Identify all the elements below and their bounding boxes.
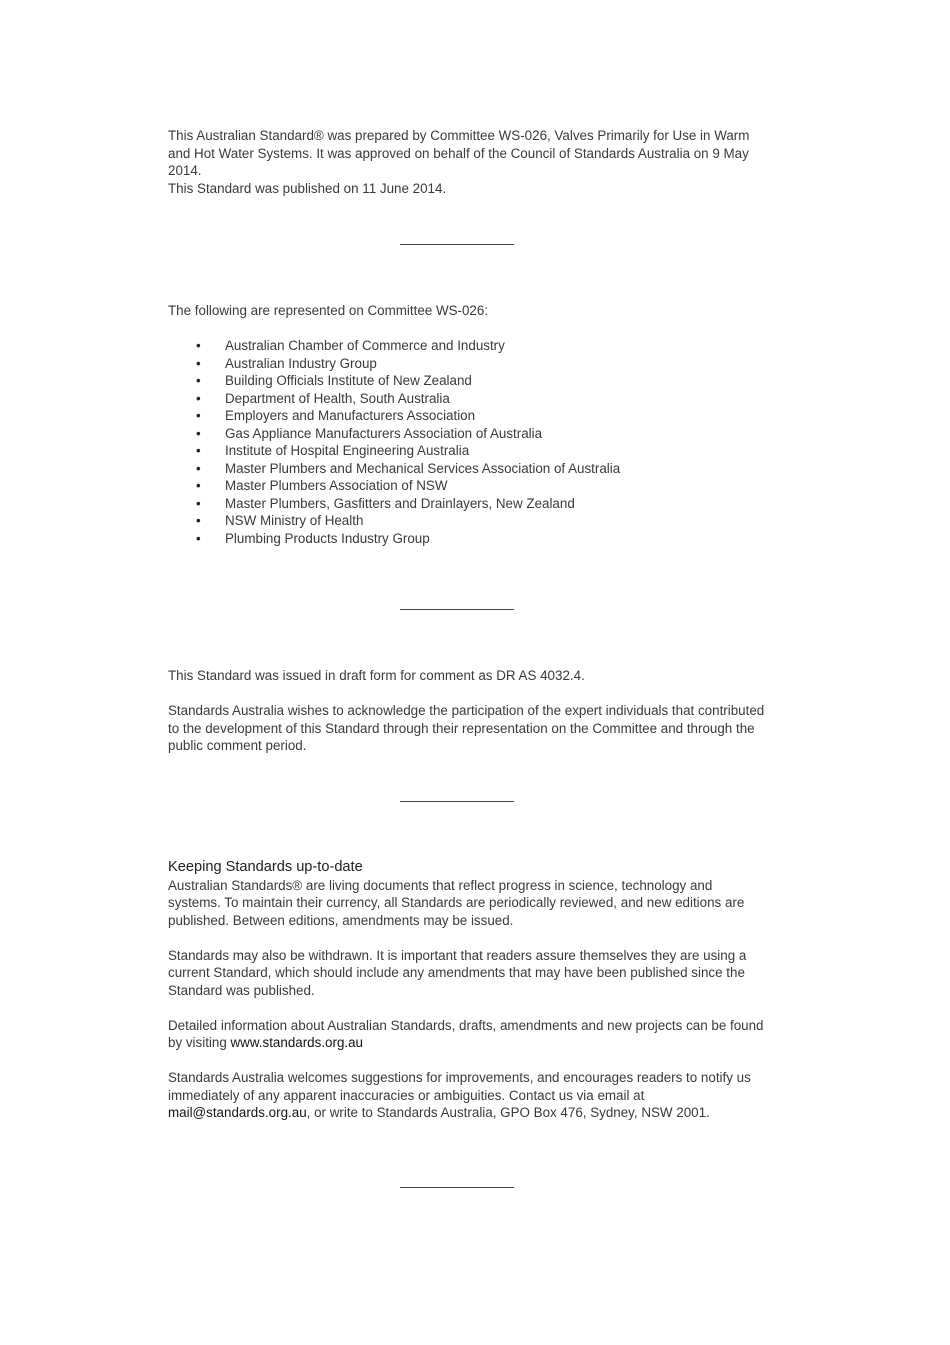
bullet-icon: • — [196, 425, 201, 441]
website-link[interactable]: www.standards.org.au — [230, 1035, 364, 1050]
section-divider — [400, 244, 514, 245]
living-documents-paragraph: Australian Standards® are living documents that reflect progress in science, technology and systems. To maintain their currency, all Standards are periodically reviewed, and new editions are published. Between editions, amendments may be issued. — [168, 877, 745, 928]
bullet-icon: • — [196, 513, 201, 528]
committee-member-list — [168, 337, 768, 547]
section-heading: Keeping Standards up-to-date — [168, 859, 363, 875]
keeping-up-to-date-section — [168, 859, 768, 1122]
list-item: • Employers and Manufacturers Association — [196, 408, 476, 423]
bullet-icon: • — [196, 355, 201, 371]
draft-statement: This Standard was issued in draft form for comment as DR AS 4032.4. — [168, 668, 585, 683]
list-item: • Gas Appliance Manufacturers Association of Australia — [196, 425, 543, 441]
list-item: • Master Plumbers Association of NSW — [196, 478, 448, 493]
bullet-icon: • — [196, 478, 201, 493]
committee-intro: The following are represented on Committee WS-026: — [168, 303, 489, 318]
approval-statement: This Australian Standard® was prepared by Committee WS-026, Valves Primarily for Use in Warm and Hot Water Systems. It was approved on behalf of the Council of Standards Australia on 9 May 2014. — [168, 128, 750, 178]
list-item: • Master Plumbers, Gasfitters and Drainlayers, New Zealand — [196, 495, 575, 511]
bullet-icon: • — [196, 390, 201, 406]
bullet-icon: • — [196, 373, 201, 388]
draft-section — [168, 667, 768, 755]
list-item: • Plumbing Products Industry Group — [196, 530, 430, 546]
list-item: • Building Officials Institute of New Zealand — [196, 373, 472, 388]
section-divider — [400, 609, 514, 610]
information-paragraph: Detailed information about Australian Standards, drafts, amendments and new projects can be found by visiting www.standards.org.au — [168, 1017, 764, 1050]
email-link[interactable]: mail@standards.org.au — [168, 1105, 307, 1120]
bullet-icon: • — [196, 530, 201, 546]
committee-section — [168, 302, 768, 547]
bullet-icon: • — [196, 408, 201, 423]
list-item: • Institute of Hospital Engineering Australia — [196, 443, 470, 458]
list-item: • NSW Ministry of Health — [196, 513, 364, 528]
list-item: • Australian Industry Group — [196, 355, 377, 371]
bullet-icon: • — [196, 338, 201, 353]
section-divider — [400, 801, 514, 802]
list-item: • Department of Health, South Australia — [196, 390, 450, 406]
section-divider — [400, 1187, 514, 1188]
acknowledgement-paragraph: Standards Australia wishes to acknowledge the participation of the expert individuals that contributed to the development of this Standard through their representation on the Committee and through the public comment period. — [168, 703, 765, 753]
withdrawn-paragraph: Standards may also be withdrawn. It is important that readers assure themselves they are using a current Standard, which should include any amendments that may have been published since the Standard was published. — [168, 947, 747, 998]
bullet-icon: • — [196, 460, 201, 476]
approval-section — [168, 127, 768, 197]
publication-date: This Standard was published on 11 June 2014. — [168, 180, 447, 196]
bullet-icon: • — [196, 495, 201, 511]
list-item: • Master Plumbers and Mechanical Services Association of Australia — [196, 460, 621, 476]
bullet-icon: • — [196, 443, 201, 458]
suggestions-paragraph: Standards Australia welcomes suggestions for improvements, and encourages readers to notify us immediately of any apparent inaccuracies or ambiguities. Contact us via email at mail@standards.org.au, or write to Standards Australia, GPO Box 476, Sydney, NSW 2001. — [168, 1070, 751, 1120]
list-item: • Australian Chamber of Commerce and Industry — [196, 338, 505, 353]
